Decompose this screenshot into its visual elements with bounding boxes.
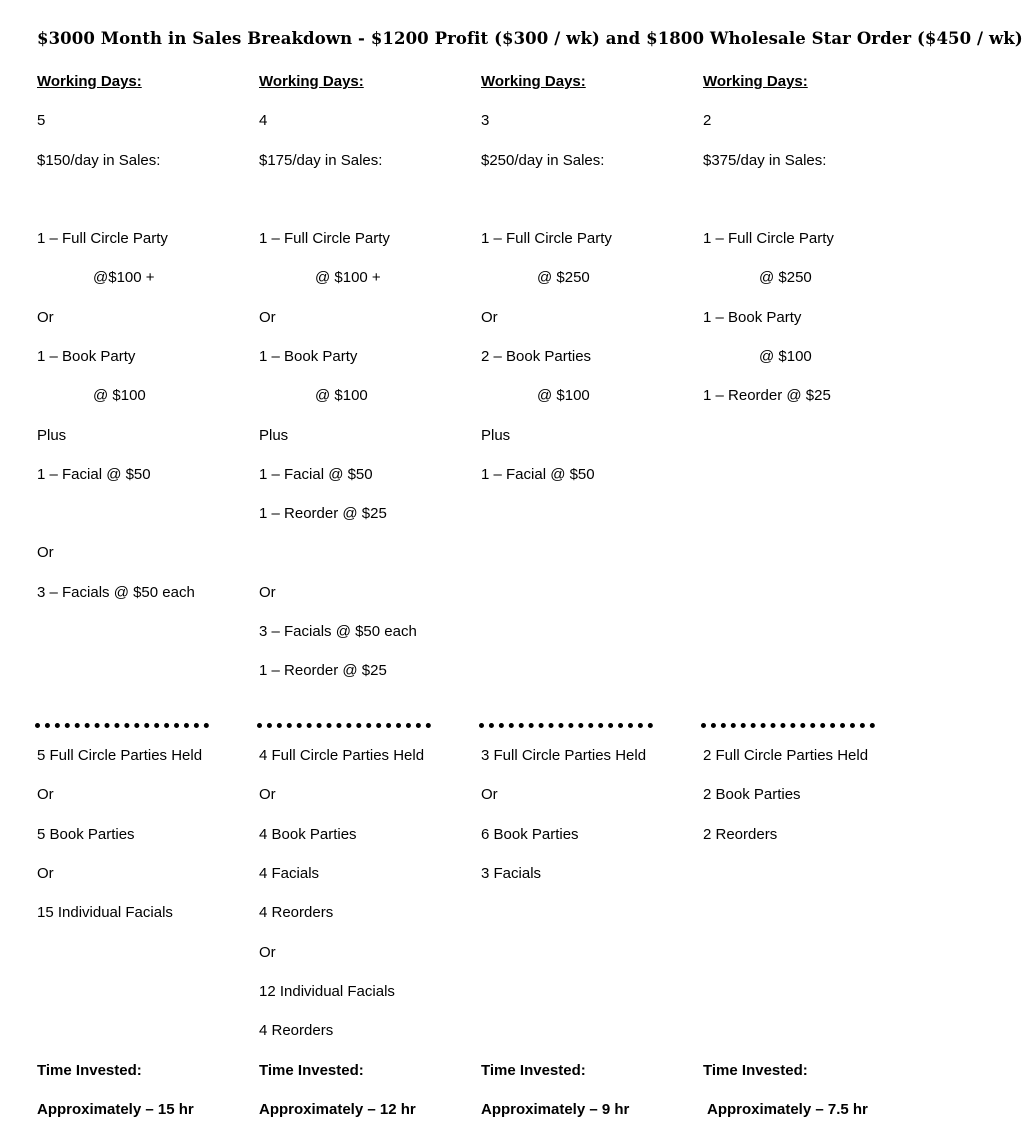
plan-line-1-book-party: 1 – Book Party bbox=[259, 347, 358, 365]
time-invested-value: Approximately – 7.5 hr bbox=[707, 1101, 868, 1118]
plan-line-1-facial-50: 1 – Facial @ $50 bbox=[259, 465, 373, 483]
plan-line-plus: Plus bbox=[259, 426, 289, 444]
plan-line-or: Or bbox=[259, 583, 276, 601]
plan-line-or: Or bbox=[37, 544, 54, 562]
plan-line-100: @ $100 bbox=[93, 387, 146, 405]
plan-line-1-book-party: 1 – Book Party bbox=[703, 308, 802, 326]
plan-line-1-facial-50: 1 – Facial @ $50 bbox=[481, 465, 595, 483]
daily-sales-target: $150/day in Sales: bbox=[37, 152, 161, 169]
summary-line-4-full-circle-parties-held: 4 Full Circle Parties Held bbox=[259, 747, 425, 764]
summary-line-5-full-circle-parties-held: 5 Full Circle Parties Held bbox=[37, 747, 203, 764]
summary-line-2-book-parties: 2 Book Parties bbox=[703, 786, 801, 804]
working-days-heading: Working Days: bbox=[481, 73, 586, 90]
plan-line-100: @ $100 bbox=[759, 347, 812, 365]
time-invested-value: Approximately – 15 hr bbox=[37, 1101, 194, 1118]
working-days-value: 3 bbox=[481, 112, 490, 129]
plan-line-1-reorder-25: 1 – Reorder @ $25 bbox=[703, 387, 831, 405]
summary-line-12-individual-facials: 12 Individual Facials bbox=[259, 982, 395, 1000]
time-invested-value: Approximately – 9 hr bbox=[481, 1101, 630, 1118]
summary-line-6-book-parties: 6 Book Parties bbox=[481, 825, 579, 843]
page-title: $3000 Month in Sales Breakdown - $1200 Profit ($300 / wk) and $1800 Wholesale Star Order ($450 / wk) bbox=[37, 29, 1023, 48]
time-invested-label: Time Invested: bbox=[481, 1062, 586, 1079]
plan-line-1-full-circle-party: 1 – Full Circle Party bbox=[481, 230, 612, 247]
plan-line-1-facial-50: 1 – Facial @ $50 bbox=[37, 465, 151, 483]
summary-line-or: Or bbox=[37, 864, 54, 882]
time-invested-label: Time Invested: bbox=[37, 1062, 142, 1079]
working-days-heading: Working Days: bbox=[703, 73, 808, 90]
summary-line-or: Or bbox=[259, 786, 276, 804]
time-invested-label: Time Invested: bbox=[703, 1062, 808, 1079]
working-days-heading: Working Days: bbox=[259, 73, 364, 90]
summary-line-2-reorders: 2 Reorders bbox=[703, 825, 778, 843]
summary-line-4-reorders: 4 Reorders bbox=[259, 904, 334, 922]
plan-line-1-book-party: 1 – Book Party bbox=[37, 347, 136, 365]
plan-line-250: @ $250 bbox=[537, 269, 590, 287]
plan-line-3-facials-50-each: 3 – Facials @ $50 each bbox=[37, 583, 195, 601]
plan-line-2-book-parties: 2 – Book Parties bbox=[481, 347, 592, 365]
plan-line-100: @ $100 bbox=[537, 387, 590, 405]
plan-line-3-facials-50-each: 3 – Facials @ $50 each bbox=[259, 623, 417, 640]
time-invested-label: Time Invested: bbox=[259, 1062, 364, 1079]
plan-line-100: @ $100 + bbox=[315, 269, 381, 287]
plan-line-250: @ $250 bbox=[759, 269, 812, 287]
plan-line-or: Or bbox=[481, 308, 498, 326]
daily-sales-target: $250/day in Sales: bbox=[481, 152, 605, 169]
summary-line-or: Or bbox=[481, 786, 498, 804]
plan-line-1-full-circle-party: 1 – Full Circle Party bbox=[37, 230, 168, 247]
daily-sales-target: $175/day in Sales: bbox=[259, 152, 383, 169]
daily-sales-target: $375/day in Sales: bbox=[703, 152, 827, 169]
plan-line-1-reorder-25: 1 – Reorder @ $25 bbox=[259, 662, 387, 680]
plan-line-100: @ $100 bbox=[315, 387, 368, 405]
plan-line-1-reorder-25: 1 – Reorder @ $25 bbox=[259, 505, 387, 523]
working-days-value: 2 bbox=[703, 112, 712, 129]
dotted-divider bbox=[701, 723, 875, 728]
dotted-divider bbox=[35, 723, 209, 728]
time-invested-value: Approximately – 12 hr bbox=[259, 1101, 416, 1118]
summary-line-or: Or bbox=[259, 943, 276, 961]
working-days-heading: Working Days: bbox=[37, 73, 142, 90]
summary-line-4-book-parties: 4 Book Parties bbox=[259, 825, 357, 843]
working-days-value: 5 bbox=[37, 112, 46, 129]
plan-line-plus: Plus bbox=[481, 426, 511, 444]
plan-line-plus: Plus bbox=[37, 426, 67, 444]
plan-line-or: Or bbox=[259, 308, 276, 326]
dotted-divider bbox=[479, 723, 653, 728]
summary-line-4-reorders: 4 Reorders bbox=[259, 1022, 334, 1040]
plan-line-100: @$100 + bbox=[93, 269, 155, 287]
plan-line-1-full-circle-party: 1 – Full Circle Party bbox=[259, 230, 390, 247]
summary-line-4-facials: 4 Facials bbox=[259, 864, 320, 882]
plan-line-1-full-circle-party: 1 – Full Circle Party bbox=[703, 230, 834, 247]
summary-line-3-full-circle-parties-held: 3 Full Circle Parties Held bbox=[481, 747, 647, 764]
summary-line-3-facials: 3 Facials bbox=[481, 864, 542, 882]
summary-line-or: Or bbox=[37, 786, 54, 804]
dotted-divider bbox=[257, 723, 431, 728]
plan-line-or: Or bbox=[37, 308, 54, 326]
working-days-value: 4 bbox=[259, 112, 268, 129]
summary-line-15-individual-facials: 15 Individual Facials bbox=[37, 904, 173, 922]
summary-line-5-book-parties: 5 Book Parties bbox=[37, 825, 135, 843]
summary-line-2-full-circle-parties-held: 2 Full Circle Parties Held bbox=[703, 747, 869, 764]
